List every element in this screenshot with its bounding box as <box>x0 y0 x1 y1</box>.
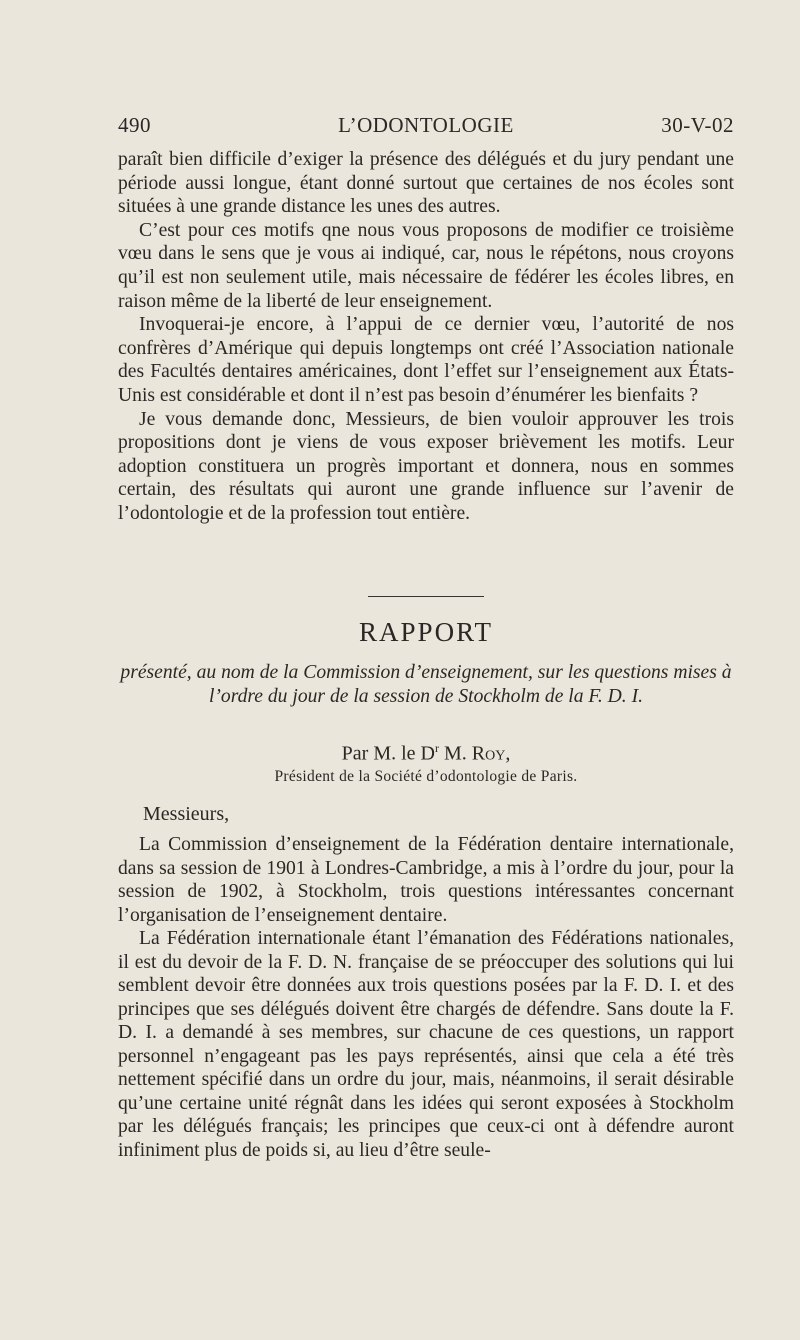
page-number: 490 <box>118 113 151 137</box>
author-line <box>118 741 734 766</box>
journal-title: L’ODONTOLOGIE <box>338 113 514 137</box>
author-role: Président de la Société d’odontologie de Paris. <box>274 768 578 785</box>
section-divider <box>368 596 484 597</box>
paragraph: paraît bien difficile d’exiger la présence des délégués et du jury pendant une période aussi longue, étant donné surtout que certaines de nos écoles sont situées à une grande distance les unes des autres. <box>118 149 734 218</box>
section-subtitle: présenté, au nom de la Commission d’enseignement, sur les questions mises à l’ordre du jour de la session de Stockholm de la F. D. I. <box>120 662 732 707</box>
section-title: RAPPORT <box>359 617 493 647</box>
author-prefix: Par M. le D <box>341 742 435 765</box>
paragraph: C’est pour ces motifs qne nous vous proposons de modifier ce troisième vœu dans le sens que je vous ai indiqué, car, nous le répétons, nous croyons qu’il est non seulement utile, mais nécessaire de fédérer les écoles libres, en raison même de la liberté de leur enseignement. <box>118 219 734 312</box>
paragraph: Invoquerai-je encore, à l’appui de ce dernier vœu, l’autorité de nos confrères d’Amérique qui depuis longtemps ont créé l’Association nationale des Facultés dentaires américaines, dont l’effet sur l’enseignement aux États-Unis est considérable et dont il n’est pas besoin d’énumérer les bienfaits ? <box>118 314 734 406</box>
author-prefix-superscript: r <box>434 741 439 755</box>
rapport-text <box>118 833 734 1162</box>
intro-text <box>118 148 734 526</box>
author-name: M. Roy, <box>438 742 511 765</box>
paragraph: Je vous demande donc, Messieurs, de bien vouloir approuver les trois propositions dont je viens de vous exposer brièvement les motifs. Leur adoption constituera un progrès important et donnera, nous en sommes certain, des résultats qui auront une grande influence sur l’avenir de l’odontologie et de la profession tout entière. <box>118 408 734 524</box>
paragraph: La Commission d’enseignement de la Fédération dentaire internationale, dans sa session de 1901 à Londres-Cambridge, a mis à l’ordre du jour, pour la session de 1902, à Stockholm, trois questions intéressantes concernant l’organisation de l’enseignement dentaire. <box>118 834 734 926</box>
salutation: Messieurs, <box>143 803 230 825</box>
running-header <box>118 113 734 143</box>
paragraph: La Fédération internationale étant l’émanation des Fédérations nationales, il est du devoir de la F. D. N. française de se préoccuper des solutions qui lui semblent devoir être données aux trois questions posées par la F. D. I. et des principes que ses délégués doivent être chargés de défendre. Sans doute la F. D. I. a demandé à ses membres, sur chacune de ces questions, un rapport personnel n’engageant pas les pays représentés, ainsi que cela a été très nettement spécifié dans un ordre du jour, mais, néanmoins, il serait désirable qu’une certaine unité régnât dans les idées qui seront exposées à Stockholm par les délégués français; les principes que ceux-ci ont à défendre auront infiniment plus de poids si, au lieu d’être seule- <box>118 928 734 1161</box>
issue-date: 30-V-02 <box>661 113 734 137</box>
